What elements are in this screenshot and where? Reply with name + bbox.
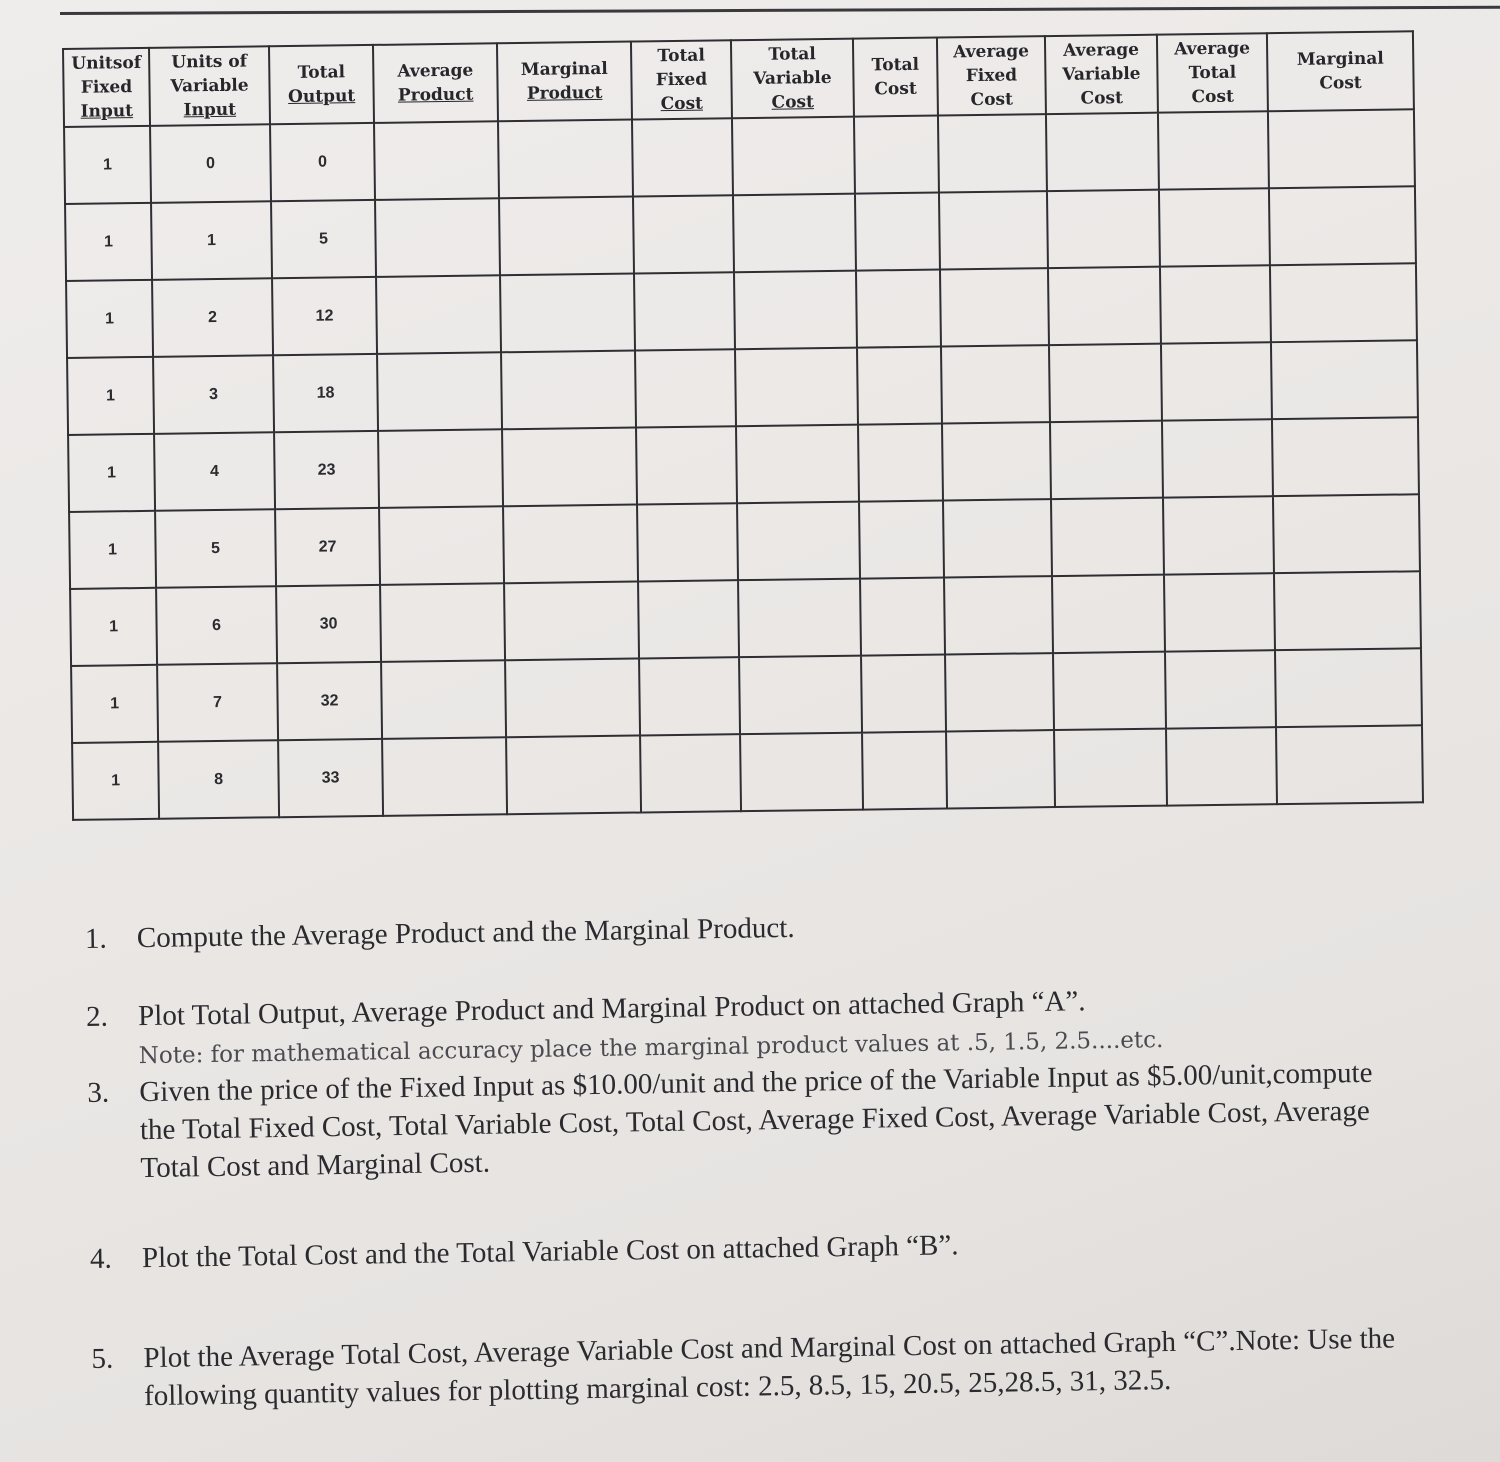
header-line: Cost xyxy=(970,89,1014,111)
production-cost-worksheet xyxy=(62,30,1422,848)
table-cell: 1 xyxy=(71,665,158,743)
table-cell[interactable] xyxy=(378,429,503,508)
task-number: 4. xyxy=(89,1242,112,1275)
table-cell[interactable] xyxy=(859,501,944,579)
production-cost-table xyxy=(62,30,1424,821)
table-cell[interactable] xyxy=(505,658,640,737)
table-cell[interactable] xyxy=(379,506,504,585)
table-cell: 8 xyxy=(158,740,279,819)
table-cell[interactable] xyxy=(737,502,860,581)
table-cell: 1 xyxy=(72,742,159,820)
task-text: Compute the Average Product and the Marginal Product. xyxy=(136,911,795,955)
table-cell[interactable] xyxy=(862,731,947,809)
task-text: Given the price of the Fixed Input as $10.00/unit and the price of the Variable Input as $5.00/unit,compute the Total Fixed Cost, Total Variable Cost, Total Cost, Average Fixed Cost, Average Variable Cost, Average Total Cost and Marginal Cost. xyxy=(139,1056,1373,1185)
table-cell[interactable] xyxy=(632,118,733,196)
header-line: Total xyxy=(1188,62,1237,84)
table-cell[interactable] xyxy=(939,191,1048,269)
table-cell[interactable] xyxy=(738,579,861,658)
table-cell: 1 xyxy=(68,434,155,512)
task-number: 5. xyxy=(91,1342,114,1375)
table-cell[interactable] xyxy=(734,271,857,350)
header-line: Cost xyxy=(1319,72,1362,94)
table-cell[interactable] xyxy=(940,268,1049,346)
header-line: Fixed xyxy=(965,65,1018,87)
table-cell[interactable] xyxy=(1162,419,1273,497)
col-header-marginal-cost xyxy=(1267,31,1414,111)
header-line: Cost xyxy=(1191,86,1235,108)
header-line: Units of xyxy=(171,51,248,73)
table-cell[interactable] xyxy=(1047,190,1160,268)
table-cell[interactable] xyxy=(740,733,863,812)
header-line: Variable xyxy=(1062,63,1141,85)
col-header-average-total-cost xyxy=(1157,33,1268,112)
table-cell[interactable] xyxy=(938,114,1047,192)
task-list xyxy=(85,899,1413,1416)
table-cell[interactable] xyxy=(503,505,638,584)
table-cell: 1 xyxy=(65,203,152,281)
col-header-total-fixed-cost xyxy=(631,40,732,119)
table-body xyxy=(64,109,1423,820)
table-cell: 4 xyxy=(154,432,275,511)
task-item xyxy=(90,1219,1410,1278)
header-line: Total xyxy=(297,62,346,83)
header-line: Marginal xyxy=(520,58,608,80)
table-cell[interactable] xyxy=(1163,496,1274,574)
col-header-marginal-product xyxy=(497,42,632,122)
table-cell[interactable] xyxy=(1159,188,1270,266)
table-cell: 5 xyxy=(271,200,376,278)
table-cell[interactable] xyxy=(376,275,501,354)
col-header-average-variable-cost xyxy=(1045,35,1158,114)
table-cell[interactable] xyxy=(1054,729,1167,807)
table-cell: 30 xyxy=(276,585,381,663)
col-header-variable-input xyxy=(149,46,270,126)
col-header-fixed-input xyxy=(63,48,150,127)
header-line: Output xyxy=(287,86,356,108)
task-note: Note: for mathematical accuracy place the marginal product values at .5, 1.5, 2.5....etc. xyxy=(138,1027,1164,1070)
table-cell: 6 xyxy=(156,586,277,665)
table-cell[interactable] xyxy=(638,580,739,658)
table-cell[interactable] xyxy=(1166,727,1277,805)
table-cell[interactable] xyxy=(637,503,738,581)
header-line: Fixed xyxy=(655,69,708,91)
table-cell[interactable] xyxy=(860,578,945,656)
table-cell[interactable] xyxy=(1048,267,1161,345)
table-cell[interactable] xyxy=(861,654,946,732)
table-cell[interactable] xyxy=(380,583,505,662)
table-cell[interactable] xyxy=(1049,344,1162,422)
header-line: Average xyxy=(397,60,474,82)
task-number: 2. xyxy=(85,1000,109,1033)
table-cell[interactable] xyxy=(1269,186,1416,265)
header-line: Average xyxy=(953,41,1030,63)
table-cell[interactable] xyxy=(501,351,636,430)
table-cell[interactable] xyxy=(502,428,637,507)
table-cell[interactable] xyxy=(1046,113,1159,191)
table-cell[interactable] xyxy=(636,426,737,504)
table-cell[interactable] xyxy=(856,270,941,348)
header-line: Cost xyxy=(874,78,917,100)
table-cell[interactable] xyxy=(733,194,856,273)
header-line: Unitsof xyxy=(71,52,142,74)
table-cell[interactable] xyxy=(854,116,939,194)
task-item xyxy=(87,1053,1409,1188)
table-cell: 1 xyxy=(64,126,151,204)
table-cell[interactable] xyxy=(1050,421,1163,499)
table-cell[interactable] xyxy=(633,195,734,273)
table-cell[interactable] xyxy=(942,422,1051,500)
table-cell[interactable] xyxy=(946,730,1055,808)
table-cell[interactable] xyxy=(374,121,499,200)
task-number: 3. xyxy=(87,1076,110,1109)
table-cell[interactable] xyxy=(1160,265,1271,343)
table-cell: 3 xyxy=(153,355,274,434)
header-line: Total xyxy=(871,54,920,76)
header-line: Average xyxy=(1063,39,1140,61)
table-cell[interactable] xyxy=(1276,725,1423,804)
header-line: Product xyxy=(397,84,474,106)
header-line: Input xyxy=(183,99,237,121)
table-cell[interactable] xyxy=(506,735,641,814)
table-cell[interactable] xyxy=(944,576,1053,654)
table-cell[interactable] xyxy=(499,197,634,276)
table-cell: 18 xyxy=(273,354,378,432)
table-cell: 27 xyxy=(275,508,380,586)
table-cell[interactable] xyxy=(735,348,858,427)
col-header-total-variable-cost xyxy=(731,39,854,119)
table-cell: 0 xyxy=(270,123,375,201)
table-cell: 2 xyxy=(152,278,273,357)
table-cell: 33 xyxy=(278,739,383,817)
table-cell[interactable] xyxy=(639,657,740,735)
table-cell[interactable] xyxy=(857,347,942,425)
table-cell[interactable] xyxy=(1274,571,1421,650)
col-header-total-cost xyxy=(853,38,938,117)
table-cell[interactable] xyxy=(941,345,1050,423)
table-cell[interactable] xyxy=(498,120,633,199)
table-cell: 5 xyxy=(155,509,276,588)
table-cell[interactable] xyxy=(945,653,1054,731)
table-cell[interactable] xyxy=(375,198,500,277)
table-cell[interactable] xyxy=(377,352,502,431)
header-line: Product xyxy=(526,82,603,104)
header-line: Fixed xyxy=(80,77,133,98)
header-line: Average xyxy=(1174,38,1251,60)
col-header-average-fixed-cost xyxy=(937,36,1046,115)
table-cell[interactable] xyxy=(858,424,943,502)
table-cell[interactable] xyxy=(1051,498,1164,576)
table-cell: 7 xyxy=(157,663,278,742)
table-cell[interactable] xyxy=(1271,340,1418,419)
table-cell[interactable] xyxy=(736,425,859,504)
table-cell[interactable] xyxy=(640,734,741,812)
table-cell[interactable] xyxy=(855,193,940,271)
header-line: Cost xyxy=(660,93,704,115)
table-cell[interactable] xyxy=(1158,111,1269,189)
header-line: Variable xyxy=(170,75,249,97)
table-cell[interactable] xyxy=(1052,575,1165,653)
header-line: Cost xyxy=(771,92,815,113)
table-cell: 1 xyxy=(67,357,154,435)
task-text: Plot the Total Cost and the Total Variable Cost on attached Graph “B”. xyxy=(141,1229,959,1275)
table-cell: 1 xyxy=(151,201,272,280)
header-line: Variable xyxy=(753,67,832,89)
table-cell[interactable] xyxy=(1268,109,1415,188)
table-cell[interactable] xyxy=(1273,494,1420,573)
table-cell[interactable] xyxy=(1053,652,1166,730)
col-header-total-output xyxy=(269,45,374,124)
top-rule xyxy=(60,6,1500,15)
table-cell: 32 xyxy=(277,662,382,740)
header-line: Total xyxy=(768,44,816,65)
col-header-average-product xyxy=(373,43,498,123)
table-cell[interactable] xyxy=(732,117,855,196)
table-cell[interactable] xyxy=(634,272,735,350)
table-cell[interactable] xyxy=(1275,648,1422,727)
table-cell: 23 xyxy=(274,431,379,509)
task-item xyxy=(85,899,1405,958)
table-cell[interactable] xyxy=(1164,573,1275,651)
table-cell[interactable] xyxy=(635,349,736,427)
header-line: Total xyxy=(657,45,705,67)
table-cell: 12 xyxy=(272,277,377,355)
instructions xyxy=(84,859,1412,1416)
task-text: Plot Total Output, Average Product and Marginal Product on attached Graph “A”. xyxy=(137,985,1086,1033)
table-cell: 1 xyxy=(69,511,156,589)
header-line: Marginal xyxy=(1296,48,1384,70)
table-cell: 1 xyxy=(70,588,157,666)
header-line: Input xyxy=(80,101,134,122)
task-number: 1. xyxy=(84,922,107,955)
table-cell[interactable] xyxy=(1161,342,1272,420)
header-line: Cost xyxy=(1080,88,1124,109)
task-item xyxy=(91,1319,1412,1416)
table-cell[interactable] xyxy=(1165,650,1276,728)
table-cell[interactable] xyxy=(1272,417,1419,496)
table-cell: 1 xyxy=(66,280,153,358)
table-cell[interactable] xyxy=(381,660,506,739)
table-cell[interactable] xyxy=(382,737,507,816)
table-cell: 0 xyxy=(150,124,271,203)
table-cell[interactable] xyxy=(500,274,635,353)
table-cell[interactable] xyxy=(943,499,1052,577)
table-cell[interactable] xyxy=(739,656,862,735)
task-text: Plot the Average Total Cost, Average Variable Cost and Marginal Cost on attached Graph “C”.Note: Use the following quantity values for plotting marginal cost: 2.5, 8.5, 15, 20.5, 25,28.5, 31, 32.5. xyxy=(143,1322,1396,1413)
table-row xyxy=(72,725,1423,820)
table-cell[interactable] xyxy=(504,582,639,661)
table-cell[interactable] xyxy=(1270,263,1417,342)
